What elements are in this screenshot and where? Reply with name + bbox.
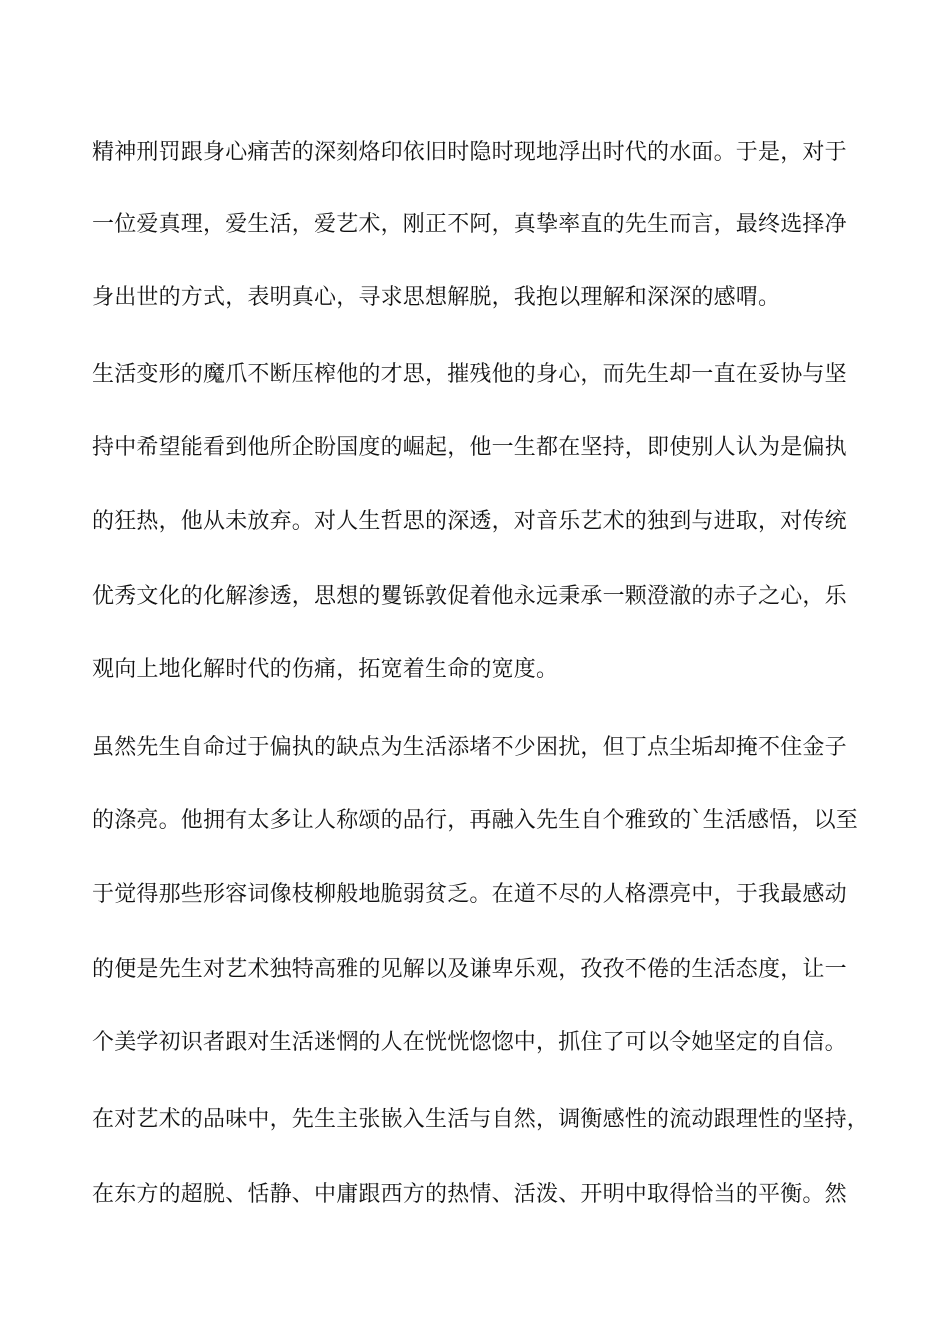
text-line: 优秀文化的化解渗透，思想的矍铄敦促着他永远秉承一颗澄澈的赤子之心，乐 [92,584,847,609]
text-line: 在东方的超脱、恬静、中庸跟西方的热情、活泼、开明中取得恰当的平衡。然 [92,1182,847,1207]
text-line: 的涤亮。他拥有太多让人称颂的品行，再融入先生自个雅致的`生活感悟，以至 [92,808,859,833]
text-line: 在对艺术的品味中，先生主张嵌入生活与自然，调衡感性的流动跟理性的坚持， [92,1107,870,1132]
text-line: 的便是先生对艺术独特高雅的见解以及谦卑乐观，孜孜不倦的生活态度，让一 [92,957,847,982]
text-line: 生活变形的魔爪不断压榨他的才思，摧残他的身心，而先生却一直在妥协与坚 [92,362,847,387]
text-line: 的狂热，他从未放弃。对人生哲思的深透，对音乐艺术的独到与进取，对传统 [92,509,847,534]
text-line: 身出世的方式，表明真心，寻求思想解脱，我抱以理解和深深的感喟。 [92,285,781,310]
text-line: 于觉得那些形容词像枝柳般地脆弱贫乏。在道不尽的人格漂亮中，于我最感动 [92,882,847,907]
text-line: 个美学初识者跟对生活迷惘的人在恍恍惚惚中，抓住了可以令她坚定的自信。 [92,1030,847,1055]
text-line: 虽然先生自命过于偏执的缺点为生活添堵不少困扰，但丁点尘垢却掩不住金子 [92,735,847,760]
text-line: 一位爱真理，爱生活，爱艺术，刚正不阿，真挚率直的先生而言，最终选择净 [92,212,847,237]
text-line: 观向上地化解时代的伤痛，拓宽着生命的宽度。 [92,657,559,682]
text-line: 持中希望能看到他所企盼国度的崛起，他一生都在坚持，即使别人认为是偏执 [92,435,847,460]
text-line: 精神刑罚跟身心痛苦的深刻烙印依旧时隐时现地浮出时代的水面。于是，对于 [92,140,847,165]
